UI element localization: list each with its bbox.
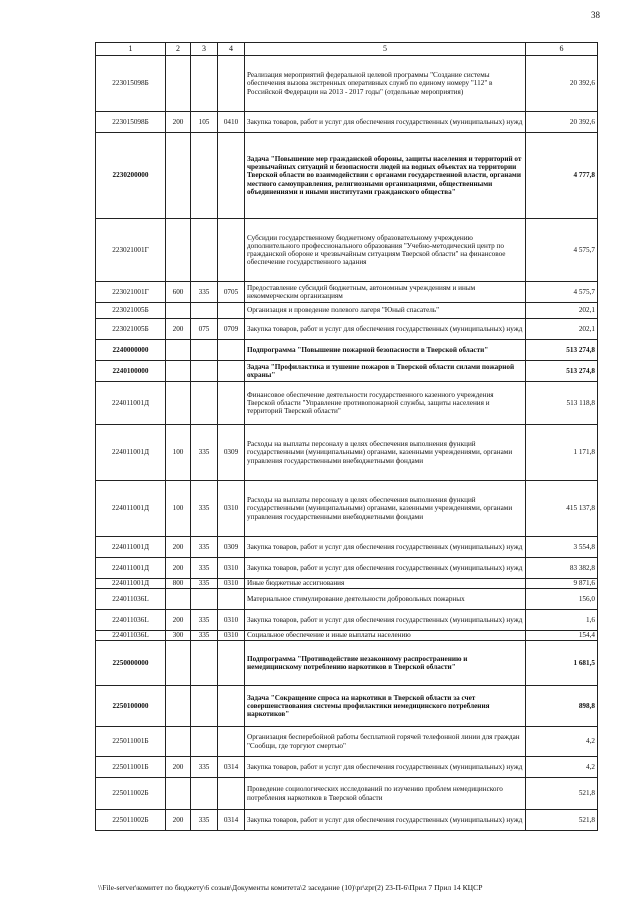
cell-col-3: 335 [191,537,218,558]
header-col-6: 6 [526,43,598,56]
cell-col-2: 600 [166,282,191,303]
table-row [96,382,598,425]
cell-col-3 [191,589,218,610]
cell-amount: 154,4 [526,631,598,641]
cell-col-2 [166,361,191,382]
cell-col-4: 0410 [218,112,245,133]
table-row [96,537,598,558]
budget-table-container [95,42,597,831]
cell-code: 224011036L [96,631,166,641]
cell-code: 223015098Б [96,56,166,112]
cell-amount: 3 554,8 [526,537,598,558]
cell-col-2: 200 [166,757,191,778]
cell-col-3 [191,686,218,727]
cell-amount: 1 171,8 [526,425,598,481]
cell-description: Закупка товаров, работ и услуг для обеспечения государственных (муниципальных) нужд [245,558,526,579]
cell-description: Расходы на выплаты персоналу в целях обеспечения выполнения функций государственными (муниципальными) органами, казенными учреждениями, органами управления государственными внебюджетными фондами [245,425,526,481]
cell-col-4: 0310 [218,558,245,579]
cell-col-2 [166,589,191,610]
table-row [96,282,598,303]
cell-amount: 4 575,7 [526,282,598,303]
cell-code: 224011001Д [96,382,166,425]
table-row [96,589,598,610]
cell-amount: 156,0 [526,589,598,610]
cell-amount: 20 392,6 [526,112,598,133]
cell-amount: 513 274,8 [526,340,598,361]
cell-col-4: 0310 [218,579,245,589]
table-header-row [96,43,598,56]
cell-description: Материальное стимулирование деятельности добровольных пожарных [245,589,526,610]
cell-amount: 513 118,8 [526,382,598,425]
cell-amount: 513 274,8 [526,361,598,382]
cell-description: Закупка товаров, работ и услуг для обеспечения государственных (муниципальных) нужд [245,810,526,831]
cell-col-4: 0314 [218,810,245,831]
cell-col-4 [218,641,245,686]
cell-col-2: 200 [166,810,191,831]
cell-description: Проведение социологических исследований по изучению проблем немедицинского потребления наркотиков в Тверской области [245,778,526,810]
cell-code: 224011036L [96,589,166,610]
cell-col-3: 335 [191,610,218,631]
cell-col-4: 0314 [218,757,245,778]
cell-description: Расходы на выплаты персоналу в целях обеспечения выполнения функций государственными (муниципальными) органами, казенными учреждениями, органами управления государственными внебюджетными фондами [245,481,526,537]
cell-amount: 202,1 [526,319,598,340]
cell-col-2: 100 [166,425,191,481]
cell-description: Задача "Сокращение спроса на наркотики в Тверской области за счет совершенствования системы профилактики немедицинского потребления наркотиков" [245,686,526,727]
cell-description: Закупка товаров, работ и услуг для обеспечения государственных (муниципальных) нужд [245,757,526,778]
cell-code: 224011001Д [96,481,166,537]
cell-code: 2240000000 [96,340,166,361]
cell-col-4: 0310 [218,610,245,631]
table-row [96,686,598,727]
page-number: 38 [591,10,600,20]
budget-table [95,42,598,831]
cell-col-3: 335 [191,558,218,579]
cell-description: Подпрограмма "Повышение пожарной безопасности в Тверской области" [245,340,526,361]
cell-description: Иные бюджетные ассигнования [245,579,526,589]
cell-code: 224011036L [96,610,166,631]
table-row [96,579,598,589]
cell-col-4 [218,340,245,361]
cell-col-4 [218,56,245,112]
cell-col-4 [218,727,245,757]
cell-code: 2250100000 [96,686,166,727]
footer-file-path: \\File-server\комитет по бюджету\6 созыв\Документы комитета\2 заседание (10)\pr\zpr(2) 23-П-6\Прил 7 Прил 14 КЦСР [98,883,483,892]
cell-col-2: 300 [166,631,191,641]
cell-col-2 [166,382,191,425]
cell-code: 2230200000 [96,133,166,219]
cell-col-4: 0709 [218,319,245,340]
table-row [96,303,598,319]
cell-col-2 [166,778,191,810]
cell-col-2: 200 [166,610,191,631]
cell-code: 225011001Б [96,757,166,778]
cell-col-4: 0310 [218,631,245,641]
cell-code: 2240100000 [96,361,166,382]
cell-col-2 [166,340,191,361]
cell-amount: 898,8 [526,686,598,727]
cell-code: 225011002Б [96,778,166,810]
cell-col-4 [218,589,245,610]
cell-code: 223021005Б [96,303,166,319]
cell-col-4: 0310 [218,481,245,537]
table-row [96,133,598,219]
cell-col-3: 105 [191,112,218,133]
cell-code: 224011001Д [96,537,166,558]
table-row [96,481,598,537]
cell-col-2: 100 [166,481,191,537]
cell-description: Организация бесперебойной работы бесплатной горячей телефонной линии для граждан "Сообщи, где торгуют смертью" [245,727,526,757]
cell-col-2 [166,133,191,219]
table-row [96,112,598,133]
cell-code: 224011001Д [96,579,166,589]
cell-col-3 [191,778,218,810]
cell-col-4 [218,219,245,282]
cell-description: Социальное обеспечение и иные выплаты населению [245,631,526,641]
cell-col-4 [218,133,245,219]
cell-description: Закупка товаров, работ и услуг для обеспечения государственных (муниципальных) нужд [245,610,526,631]
cell-col-3 [191,56,218,112]
cell-col-3 [191,727,218,757]
table-row [96,219,598,282]
cell-amount: 20 392,6 [526,56,598,112]
header-col-5: 5 [245,43,526,56]
cell-col-3 [191,219,218,282]
cell-amount: 4 777,8 [526,133,598,219]
cell-col-4 [218,686,245,727]
cell-description: Задача "Профилактика и тушение пожаров в Тверской области силами пожарной охраны" [245,361,526,382]
cell-description: Закупка товаров, работ и услуг для обеспечения государственных (муниципальных) нужд [245,319,526,340]
header-col-4: 4 [218,43,245,56]
cell-col-2 [166,219,191,282]
cell-code: 223015098Б [96,112,166,133]
cell-col-3: 075 [191,319,218,340]
cell-col-4 [218,361,245,382]
cell-col-3: 335 [191,810,218,831]
cell-description: Подпрограмма "Противодействие незаконному распространению и немедицинскому потреблению наркотиков в Тверской области" [245,641,526,686]
cell-col-3: 335 [191,579,218,589]
cell-col-2: 200 [166,558,191,579]
cell-col-3: 335 [191,631,218,641]
cell-col-2 [166,686,191,727]
cell-description: Финансовое обеспечение деятельности государственного казенного учреждения Тверской области "Управление противопожарной службы, защиты населения и территорий Тверской области" [245,382,526,425]
cell-col-4: 0309 [218,425,245,481]
cell-col-3 [191,303,218,319]
header-col-2: 2 [166,43,191,56]
cell-col-4: 0705 [218,282,245,303]
table-row [96,319,598,340]
cell-col-2 [166,56,191,112]
table-row [96,425,598,481]
cell-amount: 9 871,6 [526,579,598,589]
cell-code: 224011001Д [96,558,166,579]
cell-col-2 [166,641,191,686]
table-row [96,641,598,686]
cell-code: 223021001Г [96,219,166,282]
cell-amount: 1 681,5 [526,641,598,686]
cell-col-2: 800 [166,579,191,589]
table-row [96,778,598,810]
cell-col-3 [191,361,218,382]
table-row [96,727,598,757]
cell-col-3: 335 [191,282,218,303]
cell-code: 225011002Б [96,810,166,831]
cell-code: 2250000000 [96,641,166,686]
cell-description: Задача "Повышение мер гражданской обороны, защиты населения и территорий от чрезвычайных ситуаций и безопасности людей на водных объектах на территории Тверской области во взаимодействии с органами государственной власти, органами местного самоуправления, религиозными организациями, общественными объединениями и иными институтами гражданского общества" [245,133,526,219]
cell-amount: 521,8 [526,810,598,831]
cell-amount: 83 382,8 [526,558,598,579]
table-row [96,810,598,831]
cell-col-4: 0309 [218,537,245,558]
cell-amount: 1,6 [526,610,598,631]
cell-description: Организация и проведение полевого лагеря "Юный спасатель" [245,303,526,319]
table-row [96,558,598,579]
cell-amount: 4,2 [526,757,598,778]
cell-col-2: 200 [166,112,191,133]
cell-code: 224011001Д [96,425,166,481]
cell-col-2: 200 [166,537,191,558]
table-row [96,631,598,641]
cell-col-4 [218,303,245,319]
cell-col-3: 335 [191,425,218,481]
cell-col-3 [191,340,218,361]
cell-col-4 [218,382,245,425]
cell-code: 223021001Г [96,282,166,303]
cell-amount: 415 137,8 [526,481,598,537]
cell-amount: 4,2 [526,727,598,757]
table-row [96,757,598,778]
cell-description: Предоставление субсидий бюджетным, автономным учреждениям и иным некоммерческим организациям [245,282,526,303]
cell-col-3 [191,382,218,425]
cell-col-2: 200 [166,319,191,340]
cell-code: 223021005Б [96,319,166,340]
table-row [96,340,598,361]
cell-amount: 202,1 [526,303,598,319]
cell-amount: 521,8 [526,778,598,810]
cell-col-2 [166,727,191,757]
table-row [96,610,598,631]
table-body [96,56,598,831]
cell-description: Закупка товаров, работ и услуг для обеспечения государственных (муниципальных) нужд [245,537,526,558]
cell-code: 225011001Б [96,727,166,757]
cell-description: Реализация мероприятий федеральной целевой программы "Создание системы обеспечения вызова экстренных оперативных служб по единому номеру "112" в Российской Федерации на 2013 - 2017 годы" (отдельные мероприятия) [245,56,526,112]
table-row [96,56,598,112]
cell-col-3: 335 [191,757,218,778]
cell-amount: 4 575,7 [526,219,598,282]
table-row [96,361,598,382]
cell-description: Закупка товаров, работ и услуг для обеспечения государственных (муниципальных) нужд [245,112,526,133]
cell-col-3: 335 [191,481,218,537]
header-col-1: 1 [96,43,166,56]
cell-col-3 [191,641,218,686]
cell-col-3 [191,133,218,219]
header-col-3: 3 [191,43,218,56]
cell-col-2 [166,303,191,319]
cell-col-4 [218,778,245,810]
cell-description: Субсидии государственному бюджетному образовательному учреждению дополнительного профессионального образования "Учебно-методический центр по гражданской обороне и чрезвычайным ситуациям Тверской области" на финансовое обеспечение государственного задания [245,219,526,282]
